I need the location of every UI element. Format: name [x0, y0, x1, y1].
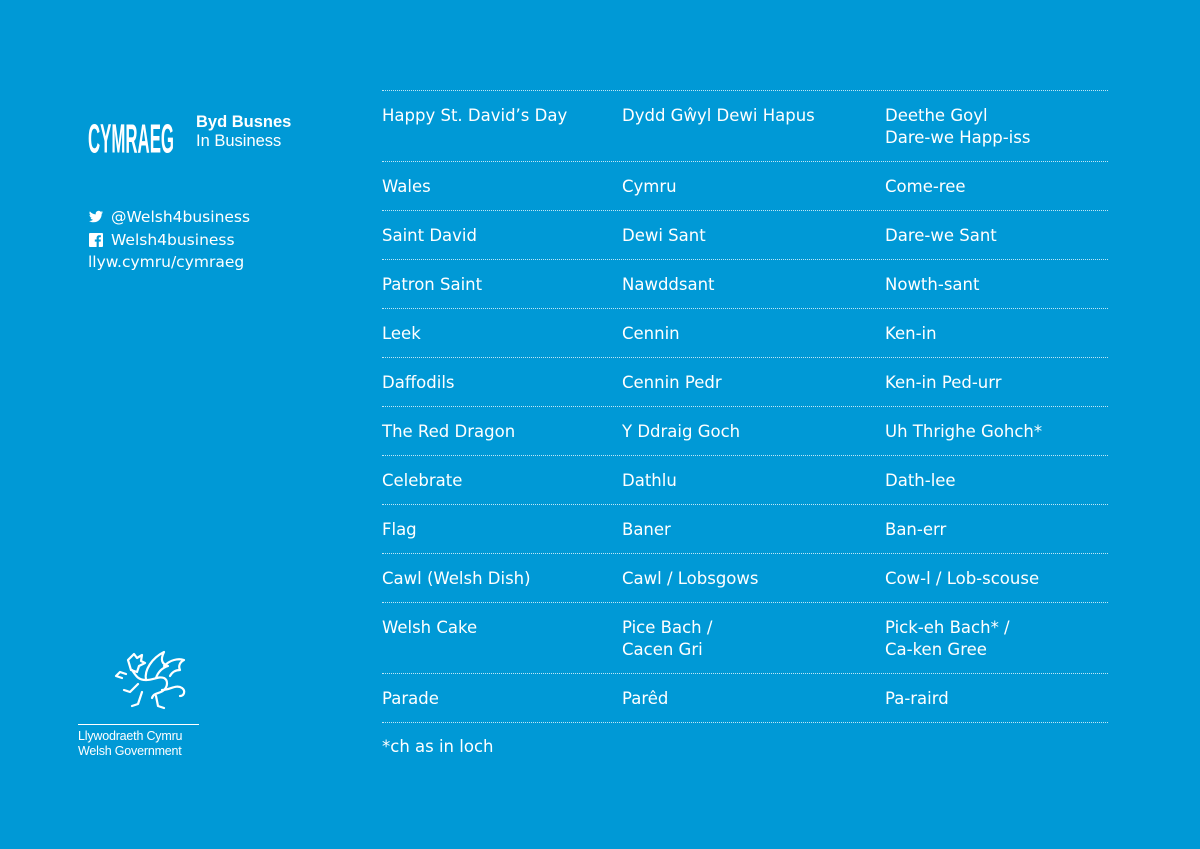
english-phrase: Cawl (Welsh Dish)	[382, 569, 531, 588]
welsh-phrase: Cennin Pedr	[622, 373, 722, 392]
pronunciation: Cow-l / Lob-scouse	[885, 569, 1040, 588]
welsh-phrase: Nawddsant	[622, 275, 715, 294]
twitter-handle: @Welsh4business	[111, 208, 251, 227]
welsh-government-logo	[78, 648, 208, 759]
table-row	[382, 259, 1108, 308]
welsh-phrase: Cymru	[622, 177, 677, 196]
table-bottom-rule	[382, 722, 1108, 723]
pronunciation: Ken-in	[885, 324, 937, 343]
pronunciation: Ken-in Ped-urr	[885, 373, 1002, 392]
brand	[88, 108, 328, 178]
brand-subtitle: In Business	[196, 132, 282, 150]
divider-line	[78, 724, 199, 725]
english-phrase: Happy St. David’s Day	[382, 106, 568, 125]
gov-name-welsh: Llywodraeth Cymru	[78, 729, 183, 743]
table-row	[382, 504, 1108, 553]
table-row	[382, 210, 1108, 259]
dragon-icon	[104, 648, 194, 718]
footnote: *ch as in loch	[382, 737, 494, 756]
table-row	[382, 406, 1108, 455]
english-phrase: Patron Saint	[382, 275, 483, 294]
facebook-handle: Welsh4business	[111, 230, 235, 249]
english-phrase: Parade	[382, 689, 439, 708]
table-row	[382, 161, 1108, 210]
english-phrase: The Red Dragon	[382, 422, 516, 441]
english-phrase: Welsh Cake	[382, 618, 478, 637]
pronunciation: Dare-we Sant	[885, 226, 997, 245]
cymraeg-logo	[88, 108, 176, 178]
twitter-link[interactable]	[88, 206, 250, 229]
pronunciation: Deethe Goyl Dare-we Happ-iss	[885, 106, 1031, 147]
english-phrase: Flag	[382, 520, 417, 539]
english-phrase: Leek	[382, 324, 421, 343]
table-row	[382, 90, 1108, 161]
welsh-phrase: Dewi Sant	[622, 226, 706, 245]
svg-text:CYMRAEG: CYMRAEG	[88, 116, 174, 162]
welsh-phrase: Cawl / Lobsgows	[622, 569, 759, 588]
pronunciation: Come-ree	[885, 177, 966, 196]
english-phrase: Daffodils	[382, 373, 455, 392]
welsh-phrase: Dydd Gŵyl Dewi Hapus	[622, 106, 815, 125]
table-row	[382, 553, 1108, 602]
social-links	[88, 206, 250, 274]
sidebar	[88, 108, 328, 271]
pronunciation: Ban-err	[885, 520, 947, 539]
table-row	[382, 602, 1108, 673]
table-row	[382, 673, 1108, 722]
welsh-phrase: Y Ddraig Goch	[622, 422, 741, 441]
pronunciation: Uh Thrighe Gohch*	[885, 422, 1043, 441]
facebook-icon	[88, 232, 104, 248]
table-row	[382, 357, 1108, 406]
phrase-table	[382, 90, 1108, 756]
table-row	[382, 308, 1108, 357]
pronunciation: Pa-raird	[885, 689, 949, 708]
pronunciation: Nowth-sant	[885, 275, 980, 294]
website-link[interactable]: llyw.cymru/cymraeg	[88, 253, 245, 271]
pronunciation: Dath-lee	[885, 471, 956, 490]
welsh-phrase: Cennin	[622, 324, 680, 343]
table-row	[382, 455, 1108, 504]
gov-name-english: Welsh Government	[78, 744, 182, 758]
welsh-phrase: Dathlu	[622, 471, 677, 490]
welsh-phrase: Baner	[622, 520, 671, 539]
english-phrase: Celebrate	[382, 471, 463, 490]
english-phrase: Wales	[382, 177, 431, 196]
english-phrase: Saint David	[382, 226, 477, 245]
welsh-phrase: Pice Bach / Cacen Gri	[622, 618, 713, 659]
twitter-icon	[88, 209, 104, 225]
pronunciation: Pick-eh Bach* / Ca-ken Gree	[885, 618, 1010, 659]
welsh-phrase: Parêd	[622, 689, 669, 708]
brand-title: Byd Busnes	[196, 113, 292, 131]
facebook-link[interactable]	[88, 229, 250, 252]
